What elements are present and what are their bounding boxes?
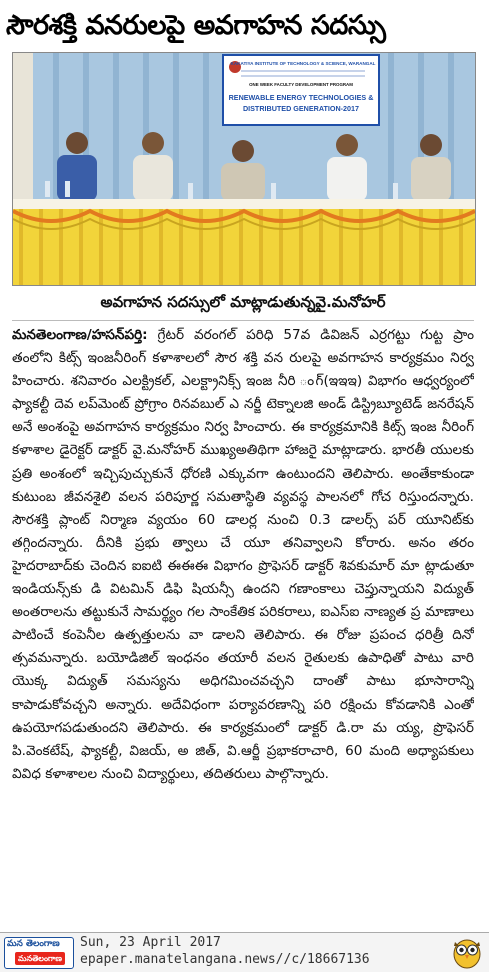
owl-mascot-icon: [450, 935, 484, 969]
issue-date: Sun, 23 April 2017: [80, 935, 221, 950]
newspaper-logo[interactable]: [4, 937, 74, 969]
logo-text: మన తెలంగాణ: [7, 939, 60, 949]
banner-line-4: DISTRIBUTED GENERATION-2017: [242, 104, 360, 113]
banner-line-2: ONE WEEK FACULTY DEVELOPMENT PROGRAM: [249, 82, 353, 87]
epaper-url[interactable]: epaper.manatelangana.news//c/18667136: [80, 952, 370, 967]
epaper-footer: [0, 932, 489, 972]
banner-line-1: KAKATIYA INSTITUTE OF TECHNOLOGY & SCIENCE, WARANGAL: [230, 61, 376, 66]
article-headline: సౌరశక్తి వనరులపై అవగాహన సదస్సు: [6, 10, 386, 41]
article-dateline: మనతెలంగాణ/హసన్‌పర్తి:: [12, 327, 148, 343]
logo-subtext: మనతెలంగాణ: [15, 952, 65, 965]
article-body-text: గ్రేటర్ వరంగల్ పరిధి 57వ డివిజన్ ఎర్రగట్టు గుట్ట ప్రాం తంలోని కిట్స్ ఇంజనీరింగ్ కళాశాలలో సౌర శక్తి వన రులపై అవగాహన కార్యక్రమం నిర్వ హించారు. శనివారం ఎలక్ట్రికల్, ఎలక్ట్రానిక్స్ ఇంజ నీరి ంగ్(ఇఇఇ) విభాగం ఆధ్వర్యంలో ఫ్యాకల్టీ దెవ లప్‌మెంట్ ప్రోగ్రాం రినవబుల్ ఎ నర్జీ టెక్నాలజి అండ్ డిస్ట్రిబ్యూటెడ్ జనరేషన్ అనే అంశంపై అవగాహన కార్యక్రమం నిర్వ హించారు. ఈ కార్యక్రమానికి కిట్స్ ఇంజ నీరింగ్ కళాశాల డైరెక్టర్ డాక్టర్ వై.మనోహర్ ముఖ్యఅతిథిగా హాజరై మాట్లాడారు. భారతీ యులకు ప్రతి అంశంలో ఇచ్చిపుచ్చుకునే ధోరణి ఎక్కువగా ఉంటుందని తెలిపారు. అంతేకాకుండా కుటుంబ జీవనశైలి వలన పరిపూర్ణ సమతాస్థితి వ్యవస్థ పాలనలో గోచ రిస్తుందన్నారు. సౌరశక్తి ప్లాంట్ నిర్మాణ వ్యయం 60 డాలర్ల నుంచి 0.3 డాలర్స్ పర్ యూనిట్‌కు తగ్గిందన్నారు. దీనికి ప్రభు త్వాలు చే యూ తనివ్వాలని కోరారు. అనం తరం హైదరాబాద్‌కు చెందిన ఐఐటి ఈఈఈ విభాగం ప్రొఫెసర్ డాక్టర్ శివకుమార్ మా ట్లాడుతూ ఇండియన్స్‌కు డి విటమిన్ డిఫి షియన్సీ ఉందని గణాంకాలు చెప్తున్నాయని విద్యుత్ అంతరాలను తట్టుకునే సామర్థ్యం గల సాంకేతిక పరికరాలు, ఐఎస్‌ఐ నాణ్యత ప్ర మాణాలు పాటించే కంపెనీల ఉత్పత్తులను వా డాలని తెలిపారు. ఈ రోజు ప్రపంచ ధరిత్రీ దినో త్సవమన్నారు. బయోడిజిల్ ఇంధనం తయారీ వలన రైతులకు ఉపాధితో పాటు వారి యొక్క విద్యుత్ సమస్యను అధిగమించవచ్చని దాంతో పాటు భూసారాన్ని కాపాడుకోవచ్చని అన్నారు. అదేవిధంగా పర్యావరణాన్ని పరి రక్షించు కోవడానికి ఎంతో ఉపయోగపడుతుందని తెలిపారు. ఈ కార్యక్రమంలో డాక్టర్ డి.రా మ య్య, ప్రొఫెసర్ పి.వెంకటేష్, ఫ్యాకల్టీ, విజయ్, అ జిత్, వి.ఆర్జీ ప్రభాకరాచారి, 60 మంది అధ్యాపకులు వివిధ కళాశాలల నుంచి విద్యార్థులు, తదితరులు పాల్గొన్నారు.: [12, 327, 474, 782]
caption-divider: [12, 320, 474, 321]
article-body: [12, 324, 474, 928]
article-photo: [12, 52, 476, 286]
photo-caption: అవగాహన సదస్సులో మాట్లాడుతున్నవై.మనోహర్: [100, 293, 386, 311]
banner-line-3: RENEWABLE ENERGY TECHNOLOGIES &: [228, 93, 374, 102]
